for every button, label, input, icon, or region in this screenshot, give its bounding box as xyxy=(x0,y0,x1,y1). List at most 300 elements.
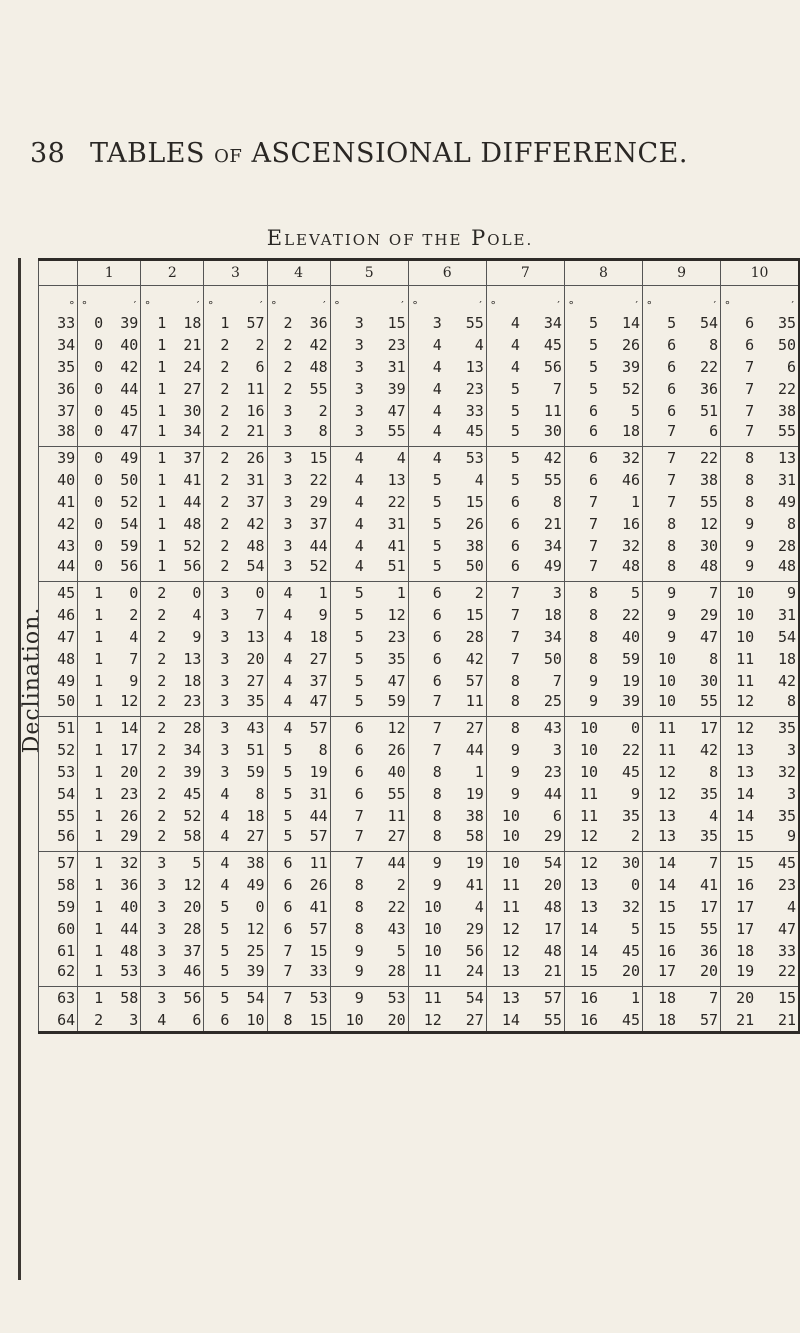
minutes-cell: 12 xyxy=(387,719,406,737)
minutes-cell: 24 xyxy=(183,358,202,376)
minutes-cell: 39 xyxy=(231,962,267,987)
minutes-cell: 57 xyxy=(700,1011,719,1029)
minutes-cell: 40 xyxy=(120,898,139,916)
minutes-cell: 8 xyxy=(709,336,719,354)
declination-value: 51 xyxy=(39,717,78,740)
degrees-cell: 6 xyxy=(564,469,600,491)
minutes-cell: 19 xyxy=(621,672,640,690)
minutes-cell: 29 xyxy=(465,920,484,938)
degrees-cell: 3 xyxy=(204,739,232,761)
unit-row xyxy=(39,286,800,313)
degrees-cell: 5 xyxy=(267,783,295,805)
degrees-cell: 11 xyxy=(564,783,600,805)
minutes-cell: 52 xyxy=(120,493,139,511)
degrees-cell: 1 xyxy=(141,557,169,582)
declination-value: 41 xyxy=(39,491,78,513)
minutes-cell: 23 xyxy=(120,785,139,803)
declination-value: 37 xyxy=(39,400,78,422)
degrees-cell: 5 xyxy=(204,987,232,1010)
degrees-cell: 1 xyxy=(78,670,106,692)
unit-degree: ° xyxy=(141,286,169,313)
degrees-cell: 14 xyxy=(643,852,679,875)
minutes-cell: 48 xyxy=(600,557,643,582)
degrees-cell: 5 xyxy=(408,557,444,582)
column-header: 6 xyxy=(408,260,486,286)
minutes-cell: 56 xyxy=(183,989,202,1007)
minutes-cell: 55 xyxy=(678,692,721,717)
degrees-cell: 2 xyxy=(204,469,232,491)
minutes-cell: 40 xyxy=(387,763,406,781)
minutes-cell: 1 xyxy=(630,493,640,511)
unit-minute: ′ xyxy=(194,299,202,312)
degrees-cell: 9 xyxy=(408,874,444,896)
minutes-cell: 23 xyxy=(465,380,484,398)
column-header: 3 xyxy=(204,260,267,286)
minutes-cell: 39 xyxy=(621,358,640,376)
minutes-cell: 59 xyxy=(246,763,265,781)
minutes-cell: 57 xyxy=(465,672,484,690)
degrees-cell: 7 xyxy=(643,422,679,447)
minutes-cell: 4 xyxy=(786,898,796,916)
degrees-cell: 5 xyxy=(330,648,366,670)
degrees-cell: 7 xyxy=(564,513,600,535)
degrees-cell: 8 xyxy=(408,827,444,852)
minutes-cell: 0 xyxy=(630,876,640,894)
degrees-cell: 3 xyxy=(267,557,295,582)
declination-value: 40 xyxy=(39,469,78,491)
minutes-cell: 7 xyxy=(552,672,562,690)
minutes-cell: 26 xyxy=(120,807,139,825)
degrees-cell: 7 xyxy=(643,469,679,491)
minutes-cell: 40 xyxy=(120,336,139,354)
degrees-cell: 14 xyxy=(564,940,600,962)
degrees-cell: 4 xyxy=(330,469,366,491)
minutes-cell: 11 xyxy=(444,692,487,717)
table-row xyxy=(39,1009,800,1033)
minutes-cell: 22 xyxy=(621,741,640,759)
degrees-cell: 1 xyxy=(78,962,106,987)
degrees-cell: 0 xyxy=(78,469,106,491)
degrees-cell: 5 xyxy=(408,469,444,491)
minutes-cell: 22 xyxy=(700,449,719,467)
minutes-cell: 41 xyxy=(465,876,484,894)
header-corner xyxy=(39,260,78,286)
minutes-cell: 7 xyxy=(552,380,562,398)
table-row xyxy=(39,378,800,400)
minutes-cell: 53 xyxy=(309,989,328,1007)
column-header: 2 xyxy=(141,260,204,286)
minutes-cell: 15 xyxy=(465,493,484,511)
degrees-cell: 8 xyxy=(564,626,600,648)
table-row xyxy=(39,626,800,648)
degrees-cell: 2 xyxy=(204,422,232,447)
degrees-cell: 8 xyxy=(643,557,679,582)
degrees-cell: 5 xyxy=(204,940,232,962)
degrees-cell: 3 xyxy=(141,874,169,896)
degrees-cell: 14 xyxy=(721,805,757,827)
minutes-cell: 56 xyxy=(465,942,484,960)
minutes-cell: 44 xyxy=(183,493,202,511)
minutes-cell: 20 xyxy=(183,898,202,916)
minutes-cell: 31 xyxy=(387,358,406,376)
degrees-cell: 3 xyxy=(141,896,169,918)
degrees-cell: 5 xyxy=(330,582,366,605)
minutes-cell: 27 xyxy=(231,827,267,852)
minutes-cell: 1 xyxy=(474,763,484,781)
degrees-cell: 16 xyxy=(643,940,679,962)
minutes-cell: 6 xyxy=(255,358,265,376)
degrees-cell: 2 xyxy=(204,513,232,535)
degrees-cell: 16 xyxy=(564,1009,600,1033)
degrees-cell: 6 xyxy=(330,739,366,761)
degrees-cell: 4 xyxy=(267,626,295,648)
minutes-cell: 18 xyxy=(183,314,202,332)
minutes-cell: 13 xyxy=(183,650,202,668)
unit-degree: ° xyxy=(267,286,295,313)
table-row xyxy=(39,940,800,962)
degrees-cell: 7 xyxy=(486,582,522,605)
degrees-cell: 1 xyxy=(141,312,169,334)
degrees-cell: 2 xyxy=(78,1009,106,1033)
degrees-cell: 7 xyxy=(330,805,366,827)
minutes-cell: 15 xyxy=(309,449,328,467)
left-frame-rule xyxy=(18,258,21,1280)
minutes-cell: 0 xyxy=(129,584,139,602)
degrees-cell: 8 xyxy=(643,535,679,557)
minutes-cell: 3 xyxy=(129,1011,139,1029)
minutes-cell: 31 xyxy=(387,515,406,533)
minutes-cell: 23 xyxy=(168,692,204,717)
degrees-cell: 2 xyxy=(267,334,295,356)
degrees-cell: 6 xyxy=(330,761,366,783)
subhead-rest-1: LEVATION OF THE xyxy=(284,231,463,249)
degrees-cell: 9 xyxy=(330,940,366,962)
minutes-cell: 11 xyxy=(387,807,406,825)
degrees-cell: 8 xyxy=(408,783,444,805)
degrees-cell: 10 xyxy=(564,739,600,761)
degrees-cell: 12 xyxy=(721,692,757,717)
declination-value: 62 xyxy=(39,962,78,987)
minutes-cell: 22 xyxy=(387,898,406,916)
degrees-cell: 3 xyxy=(330,422,366,447)
minutes-cell: 36 xyxy=(700,942,719,960)
degrees-cell: 3 xyxy=(141,918,169,940)
minutes-cell: 42 xyxy=(777,672,796,690)
table-row xyxy=(39,739,800,761)
minutes-cell: 55 xyxy=(543,1011,562,1029)
minutes-cell: 3 xyxy=(552,741,562,759)
unit-minute: ′ xyxy=(711,299,719,312)
minutes-cell: 50 xyxy=(777,336,796,354)
table-row xyxy=(39,312,800,334)
degrees-cell: 4 xyxy=(204,827,232,852)
column-header: 7 xyxy=(486,260,564,286)
minutes-cell: 20 xyxy=(120,763,139,781)
degrees-cell: 9 xyxy=(330,987,366,1010)
degrees-cell: 5 xyxy=(330,604,366,626)
minutes-cell: 23 xyxy=(543,763,562,781)
table-row xyxy=(39,987,800,1010)
degrees-cell: 0 xyxy=(78,535,106,557)
minutes-cell: 1 xyxy=(396,584,406,602)
minutes-cell: 26 xyxy=(387,741,406,759)
degrees-cell: 15 xyxy=(643,918,679,940)
minutes-cell: 35 xyxy=(700,785,719,803)
minutes-cell: 46 xyxy=(621,471,640,489)
degrees-cell: 6 xyxy=(267,918,295,940)
degrees-cell: 20 xyxy=(721,987,757,1010)
minutes-cell: 45 xyxy=(444,422,487,447)
degrees-cell: 5 xyxy=(267,761,295,783)
degrees-cell: 8 xyxy=(267,1009,295,1033)
column-header: 1 xyxy=(78,260,141,286)
declination-value: 52 xyxy=(39,739,78,761)
degrees-cell: 6 xyxy=(643,356,679,378)
degrees-cell: 0 xyxy=(78,334,106,356)
degrees-cell: 4 xyxy=(267,648,295,670)
minutes-cell: 2 xyxy=(474,584,484,602)
minutes-cell: 34 xyxy=(543,314,562,332)
minutes-cell: 3 xyxy=(786,741,796,759)
minutes-cell: 8 xyxy=(786,515,796,533)
minutes-cell: 19 xyxy=(465,785,484,803)
minutes-cell: 33 xyxy=(465,402,484,420)
minutes-cell: 55 xyxy=(366,422,409,447)
minutes-cell: 6 xyxy=(192,1011,202,1029)
minutes-cell: 9 xyxy=(630,785,640,803)
minutes-cell: 18 xyxy=(543,606,562,624)
minutes-cell: 45 xyxy=(777,854,796,872)
minutes-cell: 48 xyxy=(246,537,265,555)
degrees-cell: 12 xyxy=(486,918,522,940)
degrees-cell: 3 xyxy=(267,535,295,557)
minutes-cell: 53 xyxy=(465,449,484,467)
minutes-cell: 47 xyxy=(387,402,406,420)
column-header: 4 xyxy=(267,260,330,286)
minutes-cell: 23 xyxy=(387,336,406,354)
degrees-cell: 13 xyxy=(643,805,679,827)
degrees-cell: 11 xyxy=(721,670,757,692)
table-row xyxy=(39,334,800,356)
minutes-cell: 8 xyxy=(709,763,719,781)
minutes-cell: 20 xyxy=(543,876,562,894)
degrees-cell: 3 xyxy=(204,761,232,783)
minutes-cell: 8 xyxy=(318,741,328,759)
degrees-cell: 15 xyxy=(564,962,600,987)
minutes-cell: 11 xyxy=(309,854,328,872)
unit-degree: ° xyxy=(643,286,679,313)
minutes-cell: 59 xyxy=(621,650,640,668)
minutes-cell: 48 xyxy=(543,898,562,916)
column-header: 10 xyxy=(721,260,799,286)
minutes-cell: 4 xyxy=(474,898,484,916)
degrees-cell: 6 xyxy=(330,783,366,805)
minutes-cell: 52 xyxy=(295,557,331,582)
minutes-cell: 25 xyxy=(522,692,565,717)
unit-minute: ′ xyxy=(321,299,328,312)
degrees-cell: 4 xyxy=(267,692,295,717)
minutes-cell: 42 xyxy=(246,515,265,533)
table-row xyxy=(39,670,800,692)
degrees-cell: 12 xyxy=(643,761,679,783)
minutes-cell: 47 xyxy=(105,422,141,447)
declination-value: 64 xyxy=(39,1009,78,1033)
degrees-cell: 10 xyxy=(486,852,522,875)
minutes-cell: 4 xyxy=(396,449,406,467)
degrees-cell: 12 xyxy=(408,1009,444,1033)
minutes-cell: 20 xyxy=(600,962,643,987)
degrees-cell: 1 xyxy=(78,987,106,1010)
degrees-cell: 2 xyxy=(141,739,169,761)
declination-value: 48 xyxy=(39,648,78,670)
minutes-cell: 29 xyxy=(522,827,565,852)
minutes-cell: 11 xyxy=(543,402,562,420)
minutes-cell: 31 xyxy=(777,471,796,489)
degrees-cell: 1 xyxy=(141,378,169,400)
degrees-cell: 3 xyxy=(141,940,169,962)
degrees-cell: 1 xyxy=(78,717,106,740)
table-row xyxy=(39,513,800,535)
minutes-cell: 51 xyxy=(246,741,265,759)
minutes-cell: 23 xyxy=(387,628,406,646)
degrees-cell: 10 xyxy=(721,582,757,605)
minutes-cell: 37 xyxy=(309,515,328,533)
minutes-cell: 39 xyxy=(387,380,406,398)
degrees-cell: 1 xyxy=(204,312,232,334)
minutes-cell: 22 xyxy=(777,380,796,398)
degrees-cell: 1 xyxy=(78,761,106,783)
degrees-cell: 0 xyxy=(78,356,106,378)
table-row xyxy=(39,422,800,447)
degrees-cell: 15 xyxy=(721,827,757,852)
minutes-cell: 48 xyxy=(756,557,799,582)
degrees-cell: 2 xyxy=(204,535,232,557)
minutes-cell: 19 xyxy=(309,763,328,781)
minutes-cell: 56 xyxy=(543,358,562,376)
minutes-cell: 52 xyxy=(183,807,202,825)
degrees-cell: 7 xyxy=(330,852,366,875)
degrees-cell: 4 xyxy=(486,356,522,378)
minutes-cell: 57 xyxy=(543,989,562,1007)
degrees-cell: 18 xyxy=(643,987,679,1010)
degrees-cell: 2 xyxy=(204,378,232,400)
minutes-cell: 39 xyxy=(600,692,643,717)
minutes-cell: 21 xyxy=(777,1011,796,1029)
minutes-cell: 38 xyxy=(465,537,484,555)
minutes-cell: 56 xyxy=(105,557,141,582)
degrees-cell: 3 xyxy=(204,670,232,692)
minutes-cell: 27 xyxy=(366,827,409,852)
degrees-cell: 18 xyxy=(643,1009,679,1033)
unit-minute: ′ xyxy=(633,299,640,312)
declination-value: 50 xyxy=(39,692,78,717)
title-part-2: ASCENSIONAL DIFFERENCE. xyxy=(251,138,688,169)
degrees-cell: 5 xyxy=(204,918,232,940)
degrees-cell: 3 xyxy=(267,400,295,422)
minutes-cell: 18 xyxy=(777,650,796,668)
minutes-cell: 6 xyxy=(678,422,721,447)
degrees-cell: 11 xyxy=(486,896,522,918)
minutes-cell: 47 xyxy=(295,692,331,717)
minutes-cell: 44 xyxy=(309,537,328,555)
degrees-cell: 2 xyxy=(204,447,232,470)
minutes-cell: 53 xyxy=(105,962,141,987)
minutes-cell: 14 xyxy=(621,314,640,332)
degrees-cell: 1 xyxy=(78,739,106,761)
minutes-cell: 45 xyxy=(621,1011,640,1029)
minutes-cell: 9 xyxy=(756,827,799,852)
degrees-cell: 5 xyxy=(564,312,600,334)
minutes-cell: 59 xyxy=(120,537,139,555)
table-row xyxy=(39,874,800,896)
degrees-cell: 8 xyxy=(564,582,600,605)
minutes-cell: 26 xyxy=(309,876,328,894)
minutes-cell: 8 xyxy=(709,650,719,668)
minutes-cell: 3 xyxy=(786,785,796,803)
degrees-cell: 5 xyxy=(204,896,232,918)
declination-value: 63 xyxy=(39,987,78,1010)
degrees-cell: 3 xyxy=(204,692,232,717)
degrees-cell: 10 xyxy=(564,717,600,740)
degrees-cell: 0 xyxy=(78,447,106,470)
minutes-cell: 41 xyxy=(309,898,328,916)
degrees-cell: 7 xyxy=(408,692,444,717)
table-row xyxy=(39,962,800,987)
degrees-cell: 2 xyxy=(141,761,169,783)
minutes-cell: 35 xyxy=(777,314,796,332)
table-row xyxy=(39,491,800,513)
degrees-cell: 6 xyxy=(486,491,522,513)
minutes-cell: 18 xyxy=(309,628,328,646)
degrees-cell: 12 xyxy=(564,852,600,875)
minutes-cell: 50 xyxy=(543,650,562,668)
minutes-cell: 44 xyxy=(543,785,562,803)
minutes-cell: 42 xyxy=(309,336,328,354)
table-row xyxy=(39,648,800,670)
minutes-cell: 31 xyxy=(246,471,265,489)
minutes-cell: 52 xyxy=(621,380,640,398)
minutes-cell: 17 xyxy=(700,898,719,916)
degrees-cell: 5 xyxy=(267,739,295,761)
degrees-cell: 13 xyxy=(721,761,757,783)
minutes-cell: 34 xyxy=(183,741,202,759)
minutes-cell: 13 xyxy=(387,471,406,489)
minutes-cell: 57 xyxy=(246,314,265,332)
minutes-cell: 32 xyxy=(621,898,640,916)
degrees-cell: 3 xyxy=(141,852,169,875)
degrees-cell: 2 xyxy=(141,582,169,605)
column-header-row xyxy=(39,260,800,286)
degrees-cell: 11 xyxy=(408,962,444,987)
degrees-cell: 8 xyxy=(408,805,444,827)
degrees-cell: 10 xyxy=(643,692,679,717)
declination-value: 57 xyxy=(39,852,78,875)
minutes-cell: 30 xyxy=(522,422,565,447)
minutes-cell: 49 xyxy=(246,876,265,894)
degrees-cell: 5 xyxy=(408,491,444,513)
degrees-cell: 17 xyxy=(721,896,757,918)
minutes-cell: 18 xyxy=(600,422,643,447)
minutes-cell: 53 xyxy=(387,989,406,1007)
minutes-cell: 58 xyxy=(120,989,139,1007)
minutes-cell: 48 xyxy=(183,515,202,533)
degrees-cell: 1 xyxy=(78,896,106,918)
minutes-cell: 43 xyxy=(246,719,265,737)
degrees-cell: 9 xyxy=(643,604,679,626)
minutes-cell: 13 xyxy=(246,628,265,646)
minutes-cell: 54 xyxy=(120,515,139,533)
degrees-cell: 6 xyxy=(204,1009,232,1033)
